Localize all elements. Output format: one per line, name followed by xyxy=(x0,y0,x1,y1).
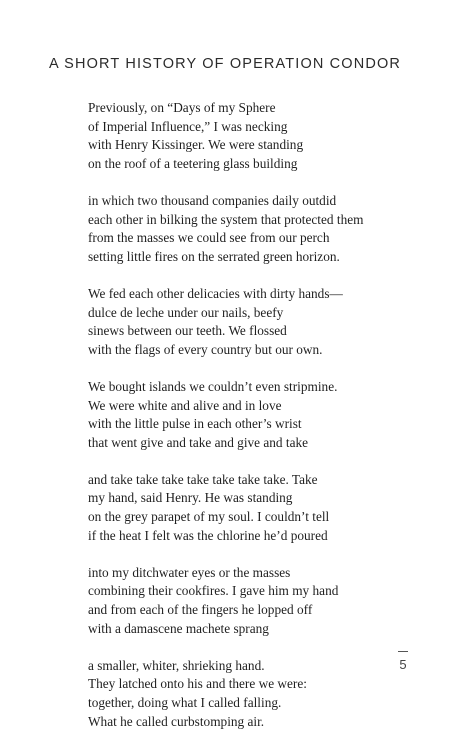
poem-line: each other in bilking the system that protected them xyxy=(88,211,364,227)
poem-line: with the flags of every country but our own. xyxy=(88,341,323,357)
stanza-1 xyxy=(88,99,438,173)
poem-line: a smaller, whiter, shrieking hand. xyxy=(88,657,265,673)
poem-line: Previously, on “Days of my Sphere xyxy=(88,100,276,115)
poem-line: on the grey parapet of my soul. I couldn’t tell xyxy=(88,509,330,525)
poem-line: We were white and alive and in love xyxy=(88,397,282,413)
poem-line: and take take take take take take take. Take xyxy=(88,471,318,487)
poem-line: combining their cookfires. I gave him my hand xyxy=(88,583,339,599)
poem-line: on the roof of a teetering glass building xyxy=(88,155,298,171)
poem-line: with a damascene machete sprang xyxy=(88,620,269,636)
poem-line: with the little pulse in each other’s wrist xyxy=(88,416,302,432)
poem-line: sinews between our teeth. We flossed xyxy=(88,323,287,339)
poem-line: together, doing what I called falling. xyxy=(88,695,282,710)
poem-line: dulce de leche under our nails, beefy xyxy=(88,304,284,320)
poem-body xyxy=(88,99,438,750)
poem-line: They latched onto his and there we were: xyxy=(88,676,307,692)
stanza-7 xyxy=(88,657,438,731)
poem-title: A SHORT HISTORY OF OPERATION CONDOR xyxy=(48,56,402,72)
poem-line: setting little fires on the serrated green horizon. xyxy=(88,248,340,264)
poem-line: and from each of the fingers he lopped off xyxy=(88,602,313,618)
page-number: 5 xyxy=(399,657,407,672)
page-number-rule xyxy=(398,651,408,652)
poem-line: if the heat I felt was the chlorine he’d poured xyxy=(88,527,328,543)
stanza-4 xyxy=(88,378,438,452)
poem-line: into my ditchwater eyes or the masses xyxy=(88,564,291,580)
stanza-5 xyxy=(88,471,438,545)
stanza-3 xyxy=(88,285,438,359)
poem-line: of Imperial Influence,” I was necking xyxy=(88,118,288,134)
poem-line: We fed each other delicacies with dirty hands— xyxy=(88,285,343,301)
poem-line: We bought islands we couldn’t even stripmine. xyxy=(88,378,338,394)
poem-line: in which two thousand companies daily outdid xyxy=(88,192,337,208)
stanza-2 xyxy=(88,192,438,266)
stanza-6 xyxy=(88,564,438,638)
poem-line: with Henry Kissinger. We were standing xyxy=(88,137,304,153)
poem-line: my hand, said Henry. He was standing xyxy=(88,490,293,506)
poem-line: that went give and take and give and take xyxy=(88,434,309,450)
poem-line: from the masses we could see from our perch xyxy=(88,230,330,246)
poem-line: What he called curbstomping air. xyxy=(88,713,265,729)
